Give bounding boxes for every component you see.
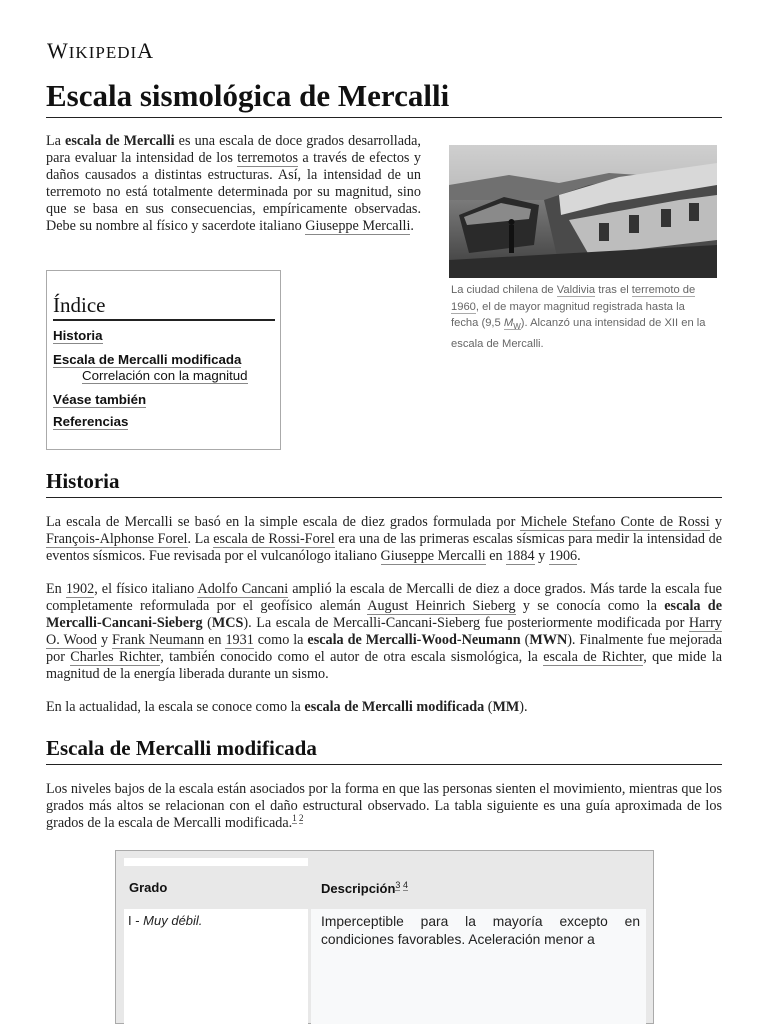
valdivia-earthquake-photo[interactable]	[449, 145, 717, 278]
wordmark-smallcaps: IKIPEDI	[68, 43, 138, 62]
link-1902[interactable]: 1902	[65, 581, 95, 597]
link-august-sieberg[interactable]: August Heinrich Sieberg	[367, 598, 516, 614]
link-mw[interactable]: $M_W$	[503, 317, 521, 332]
heading-historia: Historia	[46, 469, 120, 493]
toc-title: Índice	[53, 293, 275, 321]
valdivia-figure	[449, 145, 717, 352]
link-terremotos[interactable]: terremotos	[237, 150, 298, 166]
ref-1[interactable]: 1	[292, 813, 297, 824]
toc-item-escala-modificada[interactable]: Escala de Mercalli modificada	[53, 352, 242, 367]
mercalli-table	[115, 850, 654, 1024]
link-escala-richter[interactable]: escala de Richter	[543, 649, 644, 665]
historia-paragraph-2: En 1902, el físico italiano Adolfo Cancani amplió la escala de Mercalli de diez a doce grados. Más tarde la escala fue completamente reformulada por el geofísico alemán August Heinrich Sieberg y se conocía como la escala de Mercalli-Cancani-Sieberg (MCS). La escala de Mercalli-Cancani-Sieberg fue posteriormente modificada por Harry O. Wood y Frank Neumann en 1931 como la escala de Mercalli-Wood-Neumann (MWN). Finalmente fue mejorada por Charles Richter, también conocido como el autor de otra escala sismológica, la escala de Richter, que mide la magnitud de la energía liberada durante un sismo.	[46, 581, 723, 682]
table-cell-grade: I - Muy débil.	[124, 909, 308, 1024]
link-terremoto-1960[interactable]: terremoto de 1960	[451, 284, 696, 313]
link-forel[interactable]: François-Alphonse Forel	[46, 531, 188, 547]
link-harry-wood[interactable]: Harry O. Wood	[46, 615, 722, 648]
historia-paragraph-1: La escala de Mercalli se basó en la simple escala de diez grados formulada por Michele Stefano Conte de Rossi y François-Alphonse Forel. La escala de Rossi-Forel era una de las primeras escalas sísmicas para medir la intensidad de eventos sísmicos. Fue revisada por el vulcanólogo italiano Giuseppe Mercalli en 1884 y 1906.	[46, 514, 722, 564]
column-header-grado: Grado	[129, 880, 168, 895]
ref-2[interactable]: 2	[298, 813, 304, 824]
wordmark-letter: A	[137, 38, 155, 63]
section-rule	[46, 764, 722, 765]
toc-item-correlacion[interactable]: Correlación con la magnitud	[82, 368, 248, 383]
wordmark-letter: W	[47, 38, 69, 63]
column-header-descripcion: Descripción$^{3 4}$	[321, 879, 408, 896]
toc-item-historia[interactable]: Historia	[53, 328, 103, 343]
section-rule	[46, 497, 722, 498]
table-cell-description: Imperceptible para la mayoría excepto en condiciones favorables. Aceleración menor a	[311, 909, 646, 1024]
figure-caption: La ciudad chilena de Valdivia tras el terremoto de 1960, el de mayor magnitud registrada hasta la fecha (9,5 $M_W$). Alcanzó una intensidad de XII en la escala de Mercalli.	[451, 284, 706, 350]
link-giuseppe-mercalli[interactable]: Giuseppe Mercalli	[305, 218, 411, 234]
link-1906[interactable]: 1906	[548, 548, 578, 564]
table-header-band	[124, 858, 308, 866]
intro-paragraph: La escala de Mercalli es una escala de doce grados desarrollada, para evaluar la intensidad de los terremotos a través de efectos y daños causados a distintas estructuras. Así, la intensidad de un terremoto no está totalmente determinada por su magnitud, sino que se basa en sus consecuencias, empíricamente observadas. Debe su nombre al físico y sacerdote italiano Giuseppe Mercalli.	[46, 133, 421, 234]
table-of-contents	[46, 270, 281, 450]
link-charles-richter[interactable]: Charles Richter	[70, 649, 161, 665]
link-escala-rossi-forel[interactable]: escala de Rossi-Forel	[213, 531, 335, 547]
toc-item-vease-tambien[interactable]: Véase también	[53, 392, 147, 407]
wikipedia-wordmark[interactable]	[47, 38, 154, 64]
link-1884[interactable]: 1884	[506, 548, 535, 564]
title-rule	[46, 117, 722, 118]
heading-escala-modificada: Escala de Mercalli modificada	[46, 736, 317, 760]
link-valdivia[interactable]: Valdivia	[556, 284, 596, 296]
link-1931[interactable]: 1931	[225, 632, 254, 648]
historia-paragraph-3: En la actualidad, la escala se conoce como la escala de Mercalli modificada (MM).	[46, 699, 528, 715]
toc-item-referencias[interactable]: Referencias	[53, 414, 129, 429]
link-frank-neumann[interactable]: Frank Neumann	[111, 632, 205, 648]
link-adolfo-cancani[interactable]: Adolfo Cancani	[197, 581, 289, 597]
ref-4[interactable]: 4	[402, 879, 408, 890]
link-giuseppe-mercalli-2[interactable]: Giuseppe Mercalli	[380, 548, 486, 564]
page-title: Escala sismológica de Mercalli	[46, 78, 450, 113]
link-michele-de-rossi[interactable]: Michele Stefano Conte de Rossi	[520, 514, 710, 530]
ref-3[interactable]: 3	[395, 879, 401, 890]
modificada-paragraph: Los niveles bajos de la escala están asociados por la forma en que las personas sienten el movimiento, mientras que los grados más altos se relacionan con el daño estructural observado. La tabla siguiente es una guía aproximada de los grados de la escala de Mercalli modificada.$^{1 2}$	[46, 781, 722, 831]
